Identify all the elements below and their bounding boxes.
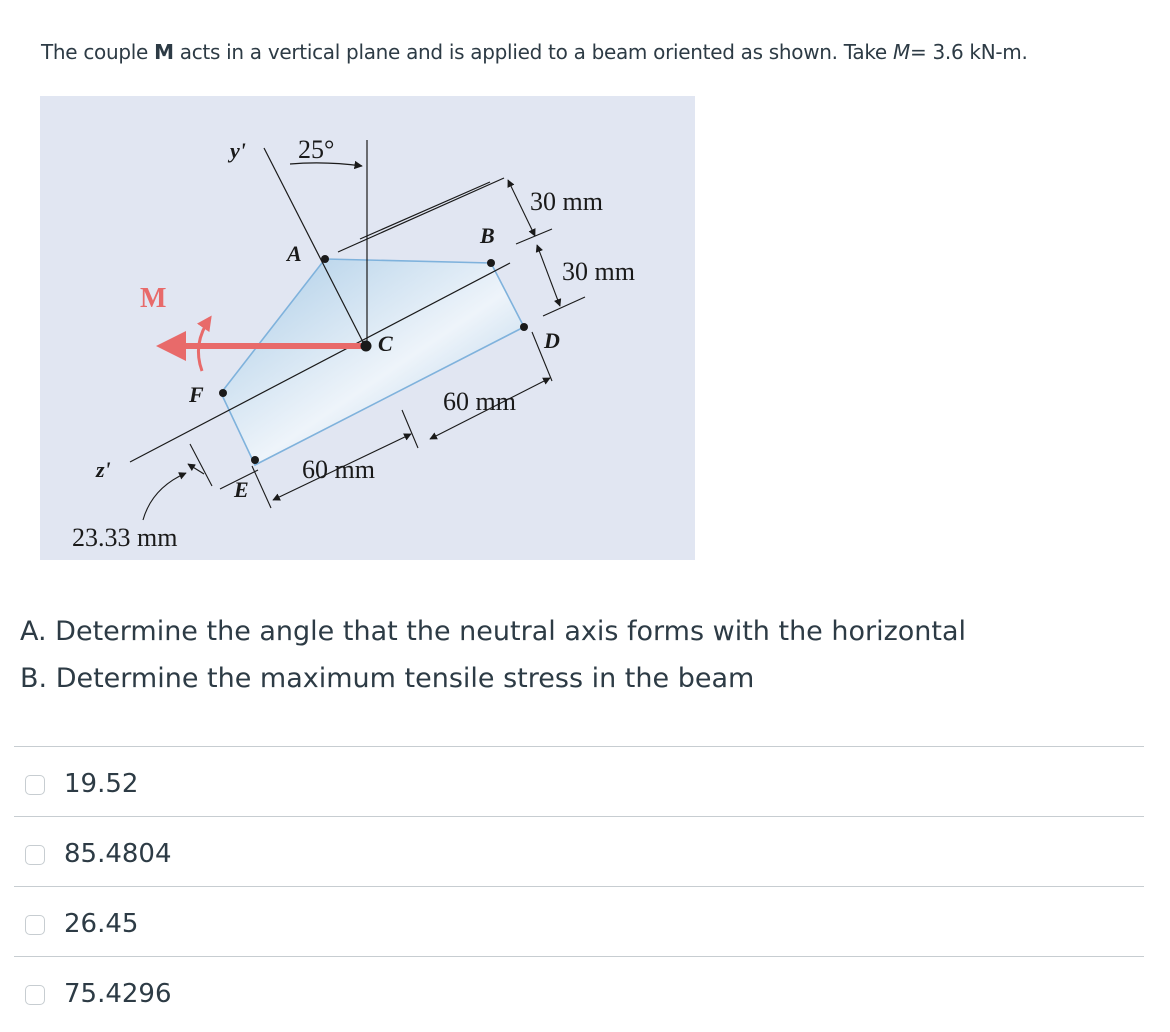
statement-mid: acts in a vertical plane and is applied to a beam oriented as shown. Take xyxy=(173,40,893,64)
point-C xyxy=(361,341,372,352)
dim-30-right xyxy=(537,245,560,306)
question-b: B. Determine the maximum tensile stress in the beam xyxy=(20,663,755,694)
checkbox[interactable] xyxy=(25,845,45,865)
checkbox[interactable] xyxy=(25,985,45,1005)
dim-tick-e xyxy=(252,466,271,508)
checkbox[interactable] xyxy=(25,775,45,795)
question-list xyxy=(20,608,966,702)
choice-label: 19.52 xyxy=(64,769,139,799)
choice-label: 75.4296 xyxy=(64,979,172,1009)
answer-choice[interactable] xyxy=(14,956,1144,1026)
label-point-A: A xyxy=(287,241,302,266)
label-dim-30-right: 30 mm xyxy=(562,257,635,286)
label-dim-60-bottom: 60 mm xyxy=(302,455,375,484)
extension-line-top-2 xyxy=(360,182,490,239)
answer-choice[interactable] xyxy=(14,886,1144,956)
dim-tick-mid xyxy=(402,410,418,448)
point-A xyxy=(321,255,329,263)
label-point-E: E xyxy=(234,477,249,502)
choice-label: 85.4804 xyxy=(64,839,172,869)
beam-section-figure xyxy=(40,96,695,560)
statement-pre: The couple xyxy=(41,40,155,64)
dim-2333-ext xyxy=(190,444,212,486)
figure-drawing xyxy=(40,96,695,560)
point-B xyxy=(487,259,495,267)
label-point-F: F xyxy=(189,382,204,407)
dim-2333-leader xyxy=(143,473,186,520)
statement-couple-symbol: M xyxy=(154,40,174,64)
statement-variable: M xyxy=(892,40,910,64)
label-point-C: C xyxy=(378,331,393,356)
label-moment: M xyxy=(140,283,167,314)
dim-tick-d xyxy=(543,297,585,316)
label-point-B: B xyxy=(480,223,495,248)
label-dim-30-top: 30 mm xyxy=(530,187,603,216)
answer-choice[interactable] xyxy=(14,746,1144,816)
label-dim-2333: 23.33 mm xyxy=(72,523,178,552)
point-F xyxy=(219,389,227,397)
statement-value: = 3.6 kN-m. xyxy=(909,40,1028,64)
question-a: A. Determine the angle that the neutral axis forms with the horizontal xyxy=(20,616,967,647)
dim-tick-b xyxy=(516,229,552,244)
point-D xyxy=(520,323,528,331)
label-dim-60-right: 60 mm xyxy=(443,387,516,416)
checkbox[interactable] xyxy=(25,915,45,935)
beam-cross-section xyxy=(221,259,524,465)
problem-statement xyxy=(41,40,1028,64)
label-y-axis: y' xyxy=(230,138,246,163)
label-angle: 25° xyxy=(298,135,335,164)
choice-label: 26.45 xyxy=(64,909,139,939)
label-z-axis: z' xyxy=(96,457,111,482)
point-E xyxy=(251,456,259,464)
answer-choices xyxy=(14,746,1144,1026)
answer-choice[interactable] xyxy=(14,816,1144,886)
label-point-D: D xyxy=(544,328,560,353)
